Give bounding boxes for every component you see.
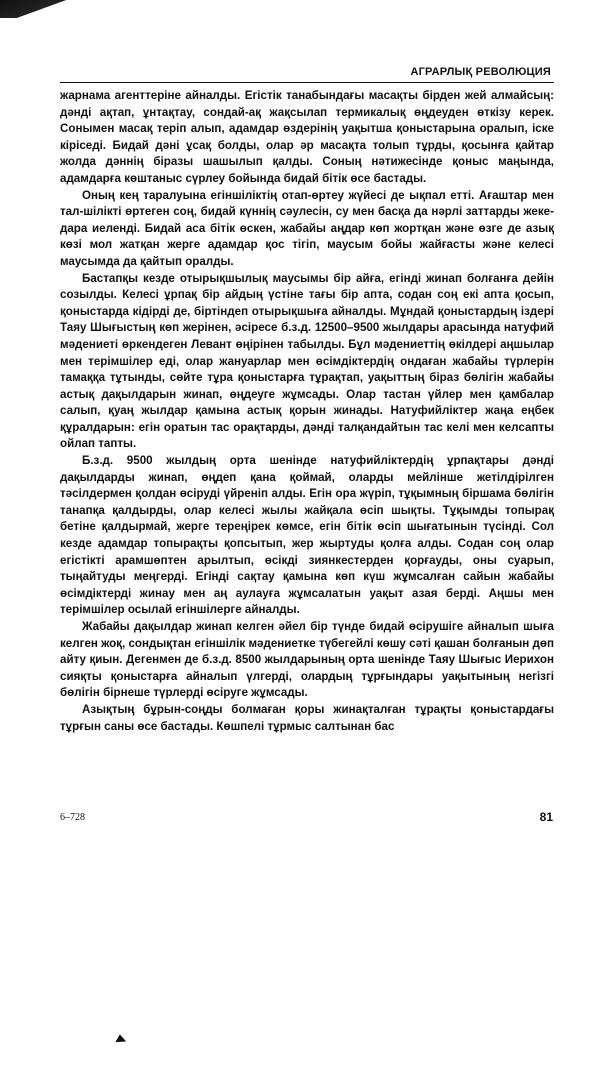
paragraph-2: Оның кең таралуына егіншіліктің отап-өртеу жүйесі де ықпал етті. Ағаштар мен тал-шілікті өртеген соң, бидай күннің сәулесін, су мен басқа да нәрлі заттарды жеке-дара иеленді. Бидай аса бітік өскен, жабайы аңдар көп жортқан және өзге де азық көзі мол жатқан жерге адамдар қос тігіп, маусым бойы жайғасты және келесі маусымда да қайтып оралды.: [60, 188, 554, 268]
body-text: [60, 88, 554, 735]
scan-edge-artifact: [0, 0, 70, 18]
paragraph-6: Азықтың бұрын-соңды болмаған қоры жинақталған тұрақты қоныстардағы тұрғын саны өсе бастады. Көшпелі тұрмыс салтынан бас: [60, 702, 554, 733]
running-header: АГРАРЛЫҚ РЕВОЛЮЦИЯ: [410, 66, 551, 78]
paragraph-1: жарнама агенттеріне айналды. Егістік танабындағы масақты бірден жей алмайсың: дәнді ақтап, ұнтақтау, сондай-ақ жақсылап термикалық өңдеуден өткізу керек. Сонымен масақ теріп алып, адамдар өздерінің уақытша қоныстарына оралып, іске кіріседі. Бидай дәні ұсақ болды, олар әр масақта толып тұрды, қосынға қайтар жолда дәннің біразы шашылып қалды. Соның нәтижесінде қоныс маңында, адамдарға көштаныс сүрлеу бойында бидай бітік өсе бастады.: [60, 89, 554, 185]
printer-signature: 6–728: [60, 812, 85, 823]
scan-speck-mark: [115, 1034, 127, 1046]
paragraph-5: Жабайы дақылдар жинап келген әйел бір түнде бидай өсірушіге айналып шыға келген жоқ, сондықтан егіншілік мәдениетке түбегейлі көшу сәті қашан болғанын дөп айту қиын. Дегенмен де б.з.д. 8500 жылдарының орта шенінде Таяу Шығыс Иерихон сияқты қоныстарға айналып үлгерді, олардың тұрғындары уақытының негізгі бөлігін бірнеше түрлерді өсіруге жұмсады.: [60, 620, 554, 700]
paragraph-3: Бастапқы кезде отырықшылық маусымы бір айға, егінді жинап болғанға дейін созылды. Келесі ұрпақ бір айдың үстіне тағы бір апта, содан соң екі апта қосып, қоныстарда кідірді де, біртіндеп отырықшыға айналды. Мұндай қоныстардың іздері Таяу Шығыстың көп жерінен, әсіресе б.з.д. 12500–9500 жылдары арасында натуфий мәдениеті өркендеген Левант өңірінен табылды. Бұл мәдениеттің өкілдері аңшылар мен терімшілер еді, олар жануарлар мен өсімдіктердің ондаған жабайы түрлерін тамаққа тұтынды, сөйте тұра қоныстарға тұрақтап, уақыттың біраз бөлігін жабайы астық дақылдарын жинап, өңдеуге жұмсады. Олар тастан үйлер мен қамбалар салып, қуаң жылдар қамына астық қорын жинады. Натуфийліктер жаңа еңбек құралдарын: егін оратын тас орақтарды, дәнді талқандайтын тас келі мен келсапты ойлап тапты.: [60, 271, 554, 451]
paragraph-4: Б.з.д. 9500 жылдың орта шенінде натуфийліктердің ұрпақтары дәнді дақылдарды жинап, өңдеп қана қоймай, оларды мейлінше жетілдірілген тәсілдермен қолдан өсіруді үйреніп алды. Егін ора жүріп, тұқымның біршама бөлігін танапқа қалдырды, олар келесі жылы жайқала өсіп шықты. Тұқымды топырақ бетіне қалдырмай, жерге тереңірек көмсе, егін бітік өсіп шығатынын түсінді. Сол кезде адамдар топырақты қопсытып, жер жыртуды қолға алды. Содан соң олар егістікті арамшөптен арылтып, өсікді зиянкестерден қорғауды, оны суарып, тыңайтуды меңгерді. Егінді сақтау қамына көп күш жұмсалған сайын жабайы өсімдіктерді жинау мен аң аулауға жұмсалатын уақыт азая берді. Аңшы мен терімшілер осылай егіншілерге айналды.: [60, 454, 554, 617]
page-number: 81: [539, 810, 553, 824]
header-rule: [60, 82, 554, 83]
